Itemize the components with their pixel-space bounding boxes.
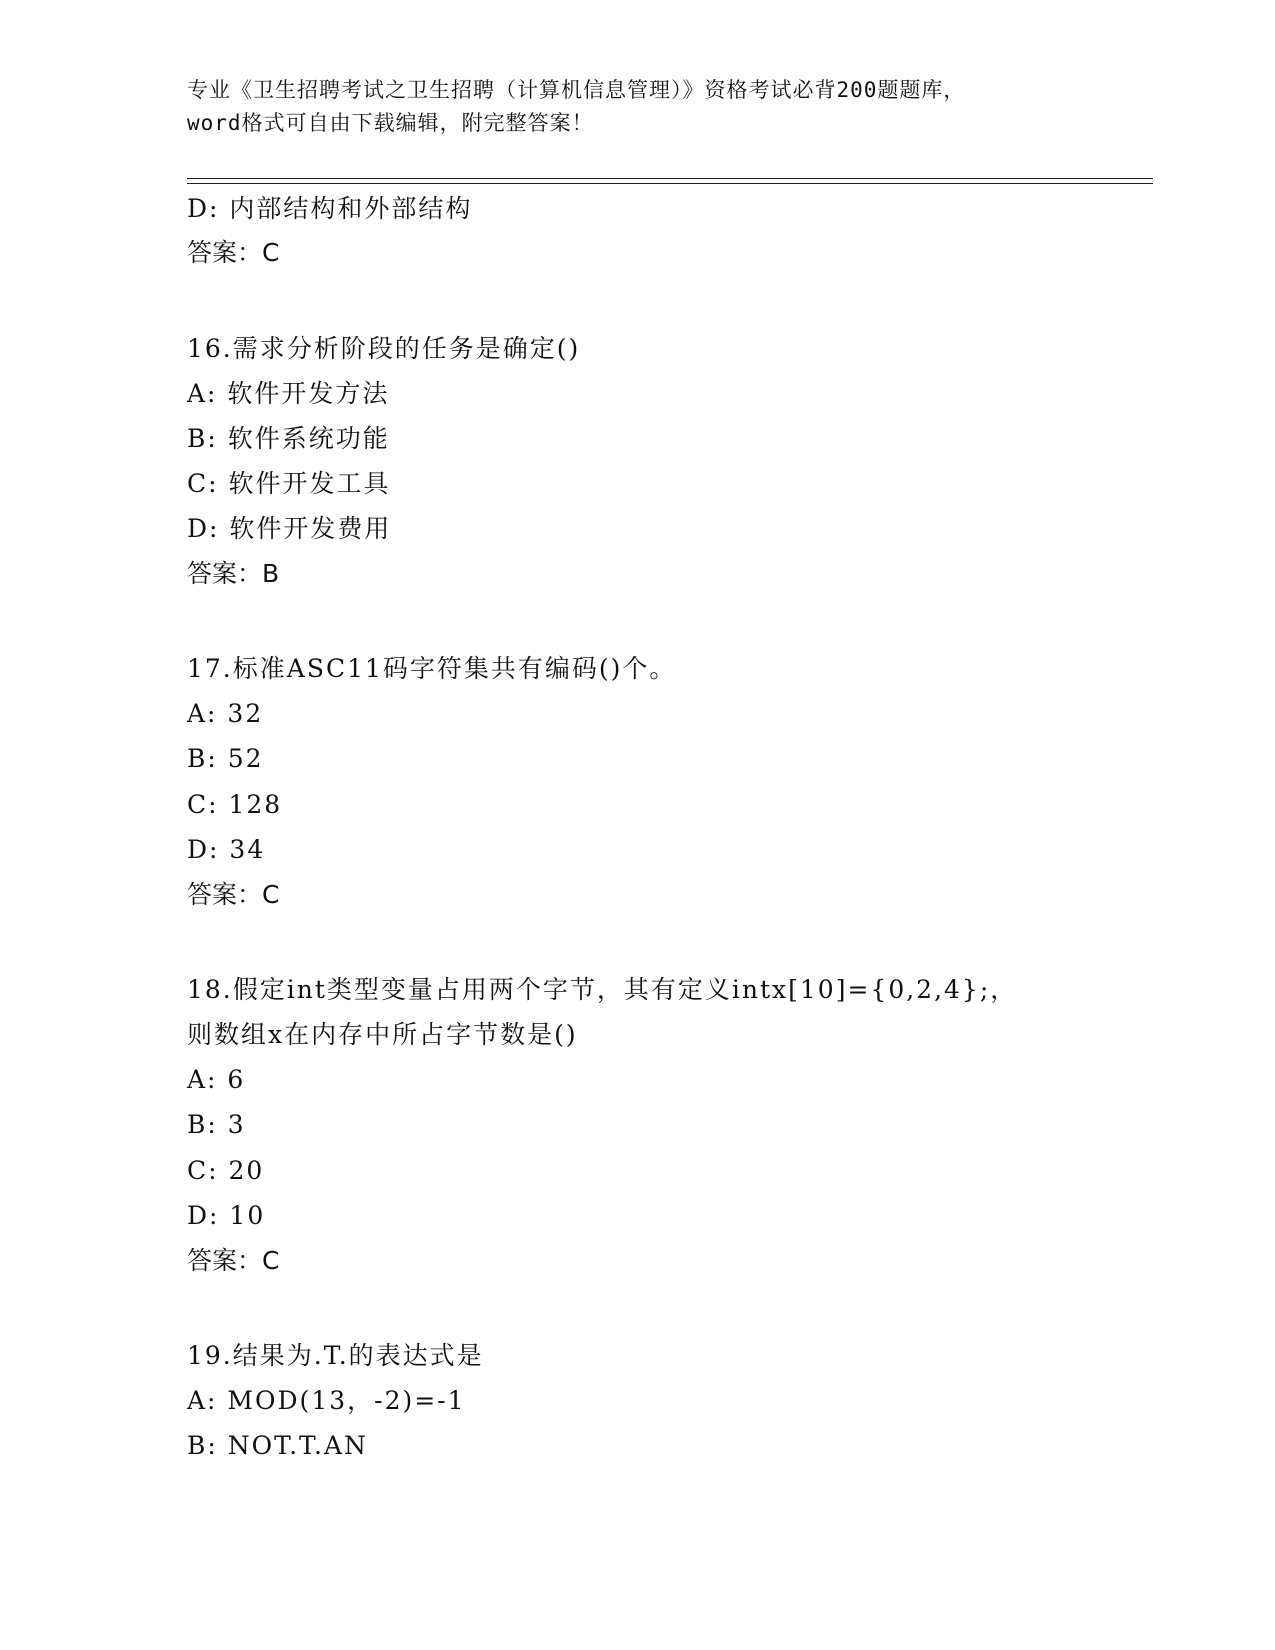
document-header <box>187 74 1087 140</box>
q17-option-b: B: 52 <box>187 744 264 773</box>
header-divider-top <box>187 178 1153 179</box>
q16-option-c: C: 软件开发工具 <box>187 469 391 498</box>
q15-option-d: D: 内部结构和外部结构 <box>187 194 473 223</box>
q15-answer: 答案：C <box>187 238 280 267</box>
q16-option-a: A: 软件开发方法 <box>187 379 390 408</box>
q18-option-a: A: 6 <box>187 1065 246 1094</box>
q17-answer: 答案：C <box>187 880 280 909</box>
q16-question: 16.需求分析阶段的任务是确定() <box>187 334 581 363</box>
q16-option-b: B: 软件系统功能 <box>187 424 390 453</box>
q17-option-c: C: 128 <box>187 790 283 819</box>
q19-option-b: B: NOT.T.AN <box>187 1431 368 1460</box>
q18-question-line-1: 18.假定int类型变量占用两个字节，其有定义intx[10]={0,2,4};， <box>187 975 1018 1004</box>
q18-answer: 答案：C <box>187 1246 280 1275</box>
q16-option-d: D: 软件开发费用 <box>187 514 392 543</box>
q17-option-d: D: 34 <box>187 835 266 864</box>
header-title-line-1: 专业《卫生招聘考试之卫生招聘（计算机信息管理）》资格考试必背200题题库， <box>187 78 966 102</box>
q19-option-a: A: MOD(13，-2)=-1 <box>187 1386 466 1415</box>
q19-question: 19.结果为.T.的表达式是 <box>187 1341 484 1370</box>
header-divider-bottom <box>187 183 1153 184</box>
q17-option-a: A: 32 <box>187 699 264 728</box>
q16-answer: 答案：B <box>187 559 280 588</box>
q18-option-d: D: 10 <box>187 1201 266 1230</box>
header-title-line-2: word格式可自由下载编辑，附完整答案！ <box>187 111 594 135</box>
q18-option-b: B: 3 <box>187 1110 246 1139</box>
q17-question: 17.标准ASC11码字符集共有编码()个。 <box>187 654 677 683</box>
q18-question-line-2: 则数组x在内存中所占字节数是() <box>187 1020 578 1049</box>
q18-option-c: C: 20 <box>187 1156 265 1185</box>
